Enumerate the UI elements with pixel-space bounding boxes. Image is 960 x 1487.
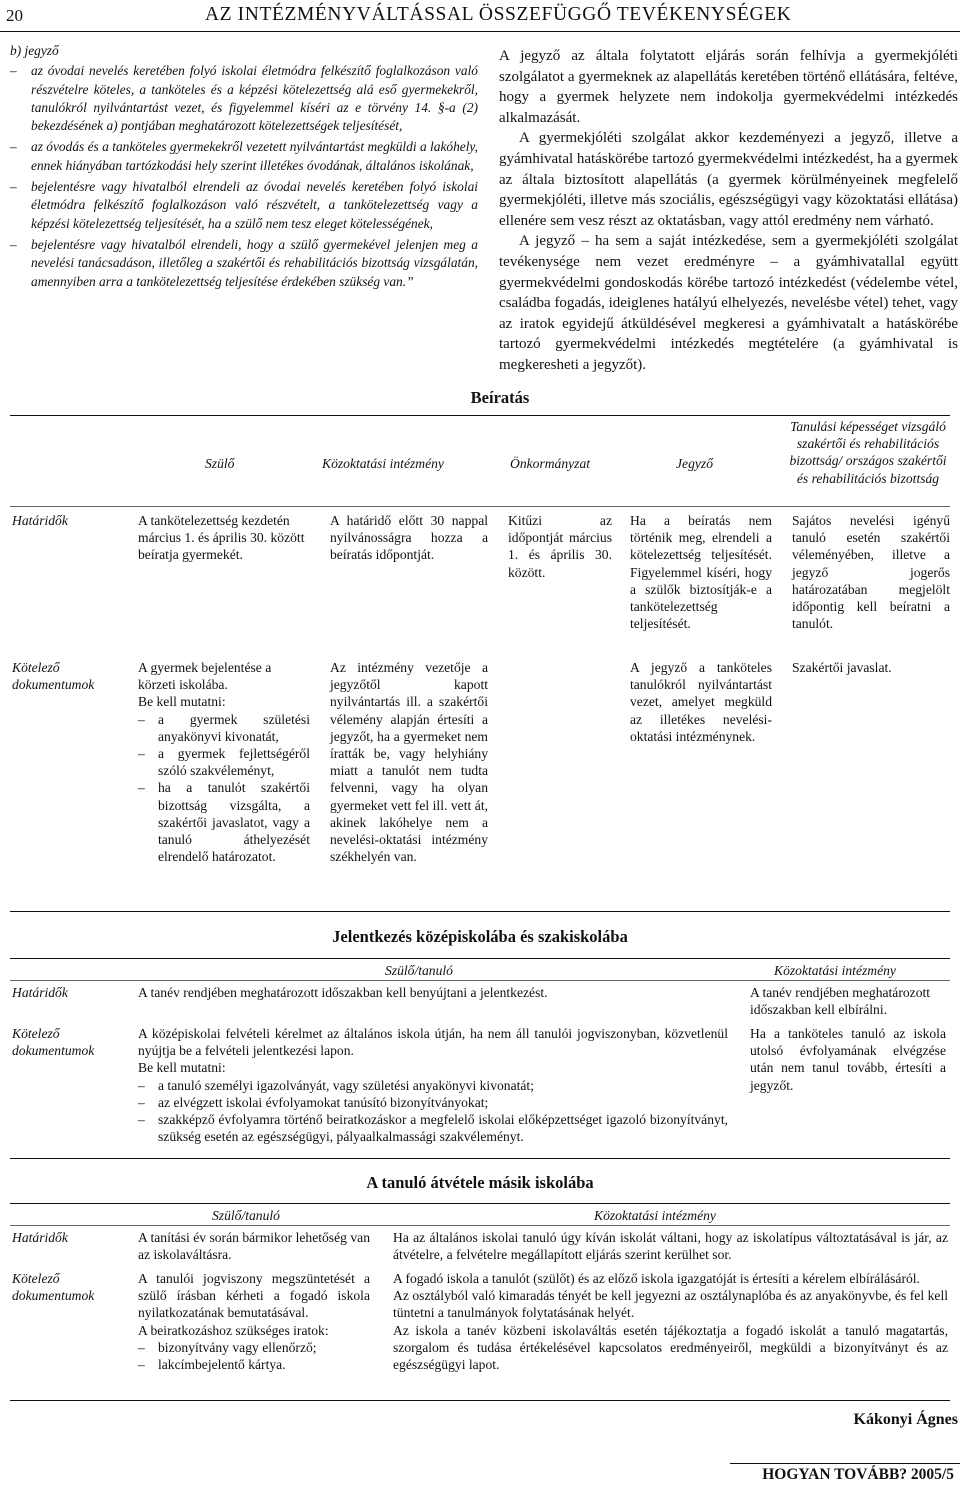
column-header: Önkormányzat [510, 456, 591, 471]
list-item-text: az elvégzett iskolai évfolyamokat tanúsító bizonyítványokat; [158, 1094, 489, 1110]
table-cell: Sajátos nevelési igényű tanuló esetén szakértői véleményében, illetve a jegyző jogerős határozatában megjelölt időpontig kell beíratni a tanulót. [792, 513, 950, 632]
footer-text: HOGYAN TOVÁBB? 2005/5 [762, 1466, 954, 1483]
table-cell: A tankötelezettség kezdetén március 1. és április 30. között beíratja gyermekét. [138, 513, 305, 563]
cell-text: Az iskola a tanév közbeni iskolaváltás esetén tájékoztatja a fogadó iskolát a tanuló magatartás, szorgalom és tudása értékelésével kapcsolatos eredményeiről, megküldi a bizonyítványt és az egészségügyi lapot. [393, 1322, 948, 1373]
required-documents-list [138, 711, 310, 866]
cell-text: A középiskolai felvételi kérelmet az általános iskola útján, ha nem áll tanulói jogviszonyban, közvetlenül nyújtja be a felvételi jelentkezési lapon. [138, 1026, 728, 1059]
cell-text: A beiratkozáshoz szükséges iratok: [138, 1322, 329, 1338]
table-cell: Kitűzi az időpontját március 1. és április 30. között. [508, 513, 612, 580]
table-rule [10, 1400, 950, 1401]
running-title: AZ INTÉZMÉNYVÁLTÁSSAL ÖSSZEFÜGGŐ TEVÉKENYSÉGEK [205, 4, 792, 25]
row-label: Határidők [12, 1230, 68, 1245]
table-cell: Ha a beíratás nem történik meg, elrendeli a kötelezettség teljesítését. Figyelemmel kíséri, hogy a szülők biztosítják-e a tankötelezettség teljesítését. [630, 513, 772, 632]
table-rule [10, 506, 950, 507]
table-rule [10, 1158, 950, 1159]
list-item: – szakképző évfolyamra történő beiratkozáskor a megfelelő iskolai előképzettséget igazoló bizonyítványt, szükség esetén az egészségügyi, pályaalkalmassági szakvéleményt. [138, 1112, 728, 1145]
table-cell: A határidő előtt 30 nappal nyilvánosságra hozza a beíratás időpontját. [330, 513, 488, 563]
list-item-text: a gyermek fejlettségéről szóló szakvéleményt, [158, 746, 310, 779]
table-cell: A tanév rendjében meghatározott időszakban kell elbírálni. [750, 985, 931, 1018]
cell-text: A tanulói jogviszony megszüntetését a szülő írásban kérheti a fogadó iskola nyilatkozatának bemutatásával. [138, 1271, 370, 1321]
list-item-text: az óvodai nevelés keretében folyó iskolai életmódra felkészítő foglalkozáson való részvételre köteles, a tanköteles és a képzési kötelezettség alá eső gyermekekről, tanulókról nyilvántartást vezet, és figyelemmel kíséri az e törvény 14. §-a (2) bekezdésének a) pontjában meghatározott kötelezettségek teljesítését, [31, 63, 478, 134]
column-header: Tanulási képességet vizsgáló szakértői és rehabilitációs bizottság/ országos szakértői és rehabilitációs bizottság [789, 419, 947, 486]
table-cell [393, 1270, 948, 1373]
table-cell: A tanév rendjében meghatározott időszakban kell benyújtani a jelentkezést. [138, 985, 548, 1000]
list-item-text: a gyermek születési anyakönyvi kivonatát, [158, 711, 310, 744]
left-column [10, 42, 478, 294]
table-rule [10, 911, 950, 912]
cell-text: A gyermek bejelentése a körzeti iskolába. [138, 660, 272, 693]
section-title: Beíratás [470, 388, 530, 407]
paragraph: A gyermekjóléti szolgálat akkor kezdeményezi a jegyző, illetve a gyámhivatal hatáskörébe tartozó gyermekvédelmi intézkedést, ha a gyermek az általa biztosított alapellátás (a gyermek körülményeinek megfelelő gyermekjóléti, illetve más szociális, egészségügyi vagy közoktatási ellátása) ellenére sem vesz részt az oktatásban, vagy attól eredmény nem várható. [499, 130, 958, 229]
table-cell: A jegyző a tanköteles tanulókról nyilvántartást vezet, amelyet megküld az illetékes nevelési-oktatási intézménynek. [630, 660, 772, 744]
paragraph: A jegyző – ha sem a saját intézkedése, sem a gyermekjóléti szolgálat tevékenysége nem vezet eredményre – a gyámhivatallal együtt gyermekvédelmi gondoskodás körébe tartozó intézkedést (védelembe vétel, családba fogadás, ideiglenes hatályú elhelyezés, nevelésbe vétel) tehet, vagy az iratok egyidejű átküldésével megkeresi a gyámhivatalt a hatáskörébe tartozó gyermekvédelmi intézkedés megtételére (a gyámhivatal is megkeresheti a jegyzőt). [499, 233, 958, 373]
cell-text: A fogadó iskola a tanulót (szülőt) és az előző iskola igazgatóját is értesíti a kérelem elbírálásáról. [393, 1271, 920, 1286]
table-cell [138, 1025, 728, 1145]
page-number: 20 [6, 6, 23, 25]
column-header: Közoktatási intézmény [322, 456, 444, 471]
list-item-text: az óvodás és a tanköteles gyermekekről vezetett nyilvántartást megküldi a lakóhely, ennek hiányában tartózkodási hely szerint illetékes óvodának, általános iskolának, [31, 139, 478, 173]
list-item: – bejelentésre vagy hivatalból elrendeli az óvodai nevelés keretében folyó iskolai életmódra felkészítő foglalkozáson való részvételt, a tankötelezettség vagy a képzési kötelezettség teljesítését, ha a szülő nem tesz eleget kötelességének, [10, 179, 478, 231]
table-rule [10, 980, 950, 981]
column-header: Közoktatási intézmény [594, 1208, 716, 1223]
table-rule [10, 415, 950, 416]
table-cell [138, 659, 310, 865]
column-header: Jegyző [676, 456, 713, 471]
header-rule [0, 31, 960, 32]
author-name: Kákonyi Ágnes [853, 1411, 958, 1428]
table-rule [10, 1203, 950, 1204]
table-cell: Szakértői javaslat. [792, 660, 892, 675]
column-header: Szülő/tanuló [385, 963, 453, 978]
cell-text: Az osztályból való kimaradás tényét be kell jegyezni az osztálynaplóba és az anyakönyvbe, és fel kell tüntetni a tanulmányok folytatásának helyét. [393, 1288, 948, 1321]
required-documents-list [138, 1339, 370, 1373]
column-header: Szülő [205, 456, 235, 471]
row-label: Kötelező dokumentumok [12, 660, 95, 693]
table-cell: A tanítási év során bármikor lehetőség van az iskolaváltásra. [138, 1230, 370, 1263]
cell-text: Be kell mutatni: [138, 1060, 226, 1076]
list-item: – bejelentésre vagy hivatalból elrendeli, hogy a szülő gyermekével jelenjen meg a nevelési tanácsadáson, illetőleg a szakértői és rehabilitációs bizottság vizsgálatán, amennyiben arra a tankötelezettség teljesítése érdekében szükség van.” [10, 236, 478, 289]
row-label: Kötelező dokumentumok [12, 1271, 95, 1304]
table-cell: Ha a tanköteles tanuló az iskola utolsó évfolyamának elvégzése után nem tanul tovább, értesíti a jegyzőt. [750, 1026, 946, 1093]
paragraph: A jegyző az általa folytatott eljárás során felhívja a gyermekjóléti szolgálatot a gyermeknek az alapellátás keretében történő ellátására, feltéve, hogy a gyermek helyzete nem indokolja gyermekvédelmi intézkedés alkalmazását. [499, 48, 958, 126]
list-item-text: bejelentésre vagy hivatalból elrendeli az óvodai nevelés keretében folyó iskolai életmódra felkészítő foglalkozáson való részvételt, a tankötelezettség vagy a képzési kötelezettség teljesítését, ha a szülő nem tesz eleget kötelességének, [31, 179, 478, 231]
row-label: Határidők [12, 513, 68, 528]
section-title: Jelentkezés középiskolába és szakiskolába [332, 927, 628, 946]
subheading: b) jegyző [10, 43, 59, 58]
list-item-text: ha a tanulót szakértői bizottság vizsgálta, a szakértői javaslatot, vagy a tanuló áthelyezését elrendelő határozatot. [158, 780, 310, 865]
required-documents-list [138, 1077, 728, 1146]
section-title: A tanuló átvétele másik iskolába [366, 1173, 594, 1192]
list-item: – bizonyítvány vagy ellenőrző; [138, 1339, 317, 1355]
row-label: Kötelező dokumentumok [12, 1026, 95, 1059]
list-item: – a gyermek születési anyakönyvi kivonatát, [138, 711, 310, 744]
list-item: – az elvégzett iskolai évfolyamokat tanúsító bizonyítványokat; [138, 1094, 489, 1110]
column-header: Közoktatási intézmény [774, 963, 896, 978]
list-item-text: szakképző évfolyamra történő beiratkozáskor a megfelelő iskolai előképzettséget igazoló bizonyítványt, szükség esetén az egészségügyi, pályaalkalmassági szakvéleményt. [158, 1112, 728, 1145]
row-label: Határidők [12, 985, 68, 1000]
column-header: Szülő/tanuló [212, 1208, 280, 1223]
cell-text: Be kell mutatni: [138, 694, 226, 710]
list-item: – az óvodás és a tanköteles gyermekekről vezetett nyilvántartást megküldi a lakóhely, ennek hiányában tartózkodási hely szerint illetékes óvodának, általános iskolának, [10, 139, 478, 173]
table-rule [10, 958, 950, 959]
footer-rule [730, 1463, 960, 1464]
list-item: – az óvodai nevelés keretében folyó iskolai életmódra felkészítő foglalkozáson való részvételre köteles, a tanköteles és a képzési kötelezettség alá eső gyermekekről, tanulókról nyilvántartást vezet, és figyelemmel kíséri az e törvény 14. §-a (2) bekezdésének a) pontjában meghatározott kötelezettségek teljesítését, [10, 63, 478, 134]
list-item: – a gyermek fejlettségéről szóló szakvéleményt, [138, 746, 310, 779]
list-item-text: lakcímbejelentő kártya. [158, 1357, 286, 1373]
right-column [499, 46, 958, 376]
list-item: – lakcímbejelentő kártya. [138, 1357, 286, 1373]
page-header [0, 0, 960, 32]
list-item-text: bejelentésre vagy hivatalból elrendeli, hogy a szülő gyermekével jelenjen meg a nevelési tanácsadáson, illetőleg a szakértői és rehabilitációs bizottság vizsgálatán, amennyiben arra a tankötelezettség teljesítése érdekében szükség van.” [31, 236, 478, 289]
table-cell: Az intézmény vezetője a jegyzőtől kapott nyilvántartás ill. a szakértői vélemény alapján értesíti a jegyzőt, ha a gyermeket nem íratták be, vagy helyhiány miatt a tanulót nem tudta felvenni, vagy ha olyan gyermeket vett fel ill. vett át, akinek lakóhelye nem a nevelési-oktatási intézmény székhelyén van. [330, 660, 488, 865]
table-rule [10, 1225, 950, 1226]
list-item: – a tanuló személyi igazolványát, vagy születési anyakönyvi kivonatát; [138, 1077, 534, 1093]
list-item-text: a tanuló személyi igazolványát, vagy születési anyakönyvi kivonatát; [158, 1077, 534, 1093]
table-cell [138, 1270, 370, 1373]
table-cell: Ha az általános iskolai tanuló úgy kíván iskolát váltani, hogy az iskolatípus változtatásával is jár, az átvételre, a felvételre megállapított eljárás szerint kerülhet sor. [393, 1230, 948, 1263]
list-item-text: bizonyítvány vagy ellenőrző; [158, 1339, 317, 1355]
list-item: – ha a tanulót szakértői bizottság vizsgálta, a szakértői javaslatot, vagy a tanuló áthelyezését elrendelő határozatot. [138, 780, 310, 865]
